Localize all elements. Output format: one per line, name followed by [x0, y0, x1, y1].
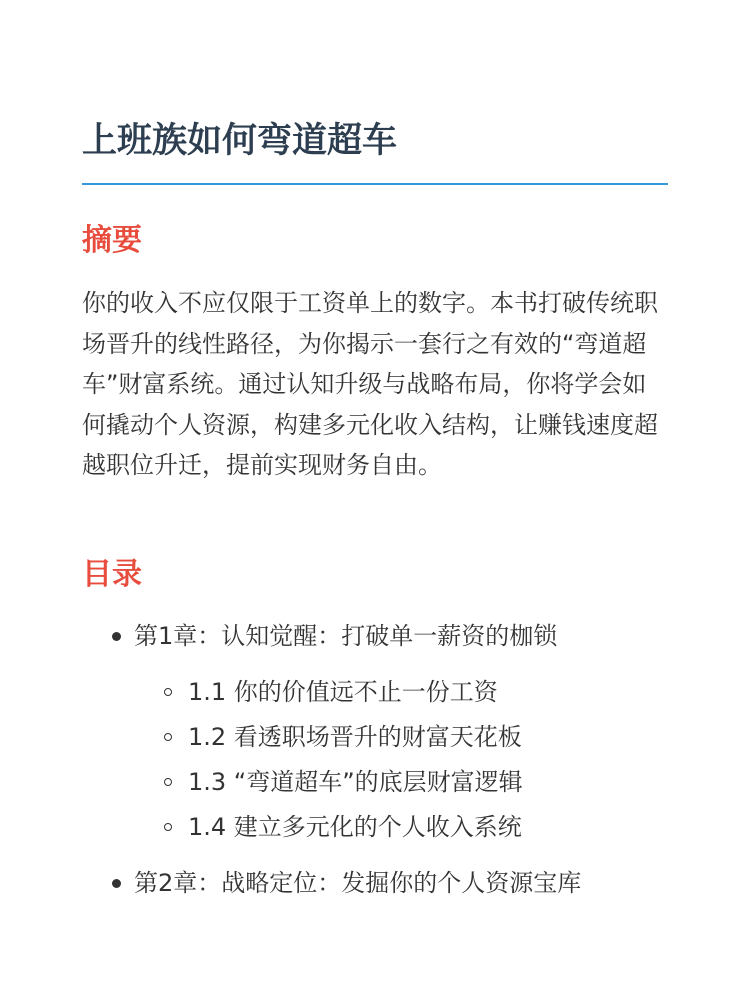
toc-section-1-4[interactable]: 1.4 建立多元化的个人收入系统	[188, 813, 522, 841]
section-bullet-icon	[164, 823, 172, 831]
chapter-bullet-icon	[112, 879, 121, 888]
toc-section-1-3[interactable]: 1.3 “弯道超车”的底层财富逻辑	[188, 768, 523, 796]
toc-section-1-1[interactable]: 1.1 你的价值远不止一份工资	[188, 678, 498, 706]
section-bullet-icon	[164, 688, 172, 696]
section-bullet-icon	[164, 778, 172, 786]
abstract-paragraph: 你的收入不应仅限于工资单上的数字。本书打破传统职场晋升的线性路径，为你揭示一套行之有效的“弯道超车”财富系统。通过认知升级与战略布局，你将学会如何撬动个人资源，构建多元化收入结构，让赚钱速度超越职位升迁，提前实现财务自由。	[82, 289, 658, 479]
chapter-bullet-icon	[112, 632, 121, 641]
page-title: 上班族如何弯道超车	[82, 121, 398, 161]
abstract-heading: 摘要	[82, 223, 142, 258]
toc-chapter-1[interactable]: 第1章：认知觉醒：打破单一薪资的枷锁	[134, 622, 558, 650]
section-bullet-icon	[164, 733, 172, 741]
toc-heading: 目录	[82, 557, 142, 592]
title-divider	[82, 183, 668, 185]
toc-chapter-2[interactable]: 第2章：战略定位：发掘你的个人资源宝库	[134, 869, 582, 897]
toc-section-1-2[interactable]: 1.2 看透职场晋升的财富天花板	[188, 723, 522, 751]
